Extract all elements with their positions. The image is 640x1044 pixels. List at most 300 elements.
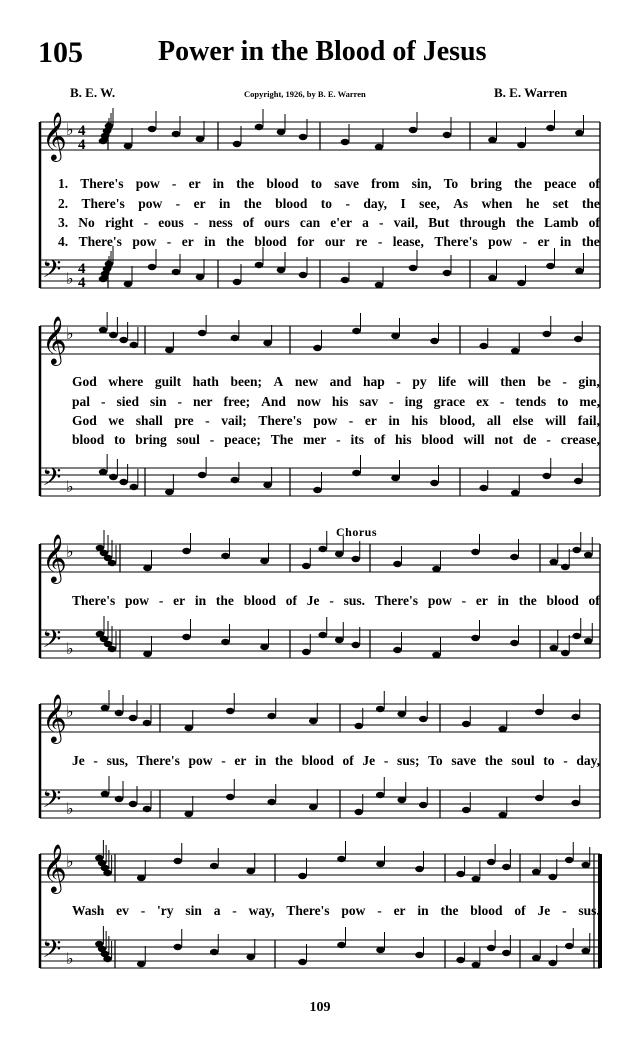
note-head-icon [352, 470, 361, 476]
lyric-syllable: day, [363, 196, 388, 211]
note-head-icon [182, 634, 191, 640]
verse-3-line-1 [40, 215, 600, 231]
lyric-syllable: pow [138, 196, 163, 211]
lyric-syllable: to [320, 196, 333, 211]
lyric-syllable: pow [135, 176, 160, 191]
note-head-icon [318, 632, 327, 638]
lyric-syllable: - [562, 903, 567, 918]
note-head-icon [109, 474, 118, 480]
note-head-icon [572, 633, 581, 639]
note-head-icon [103, 870, 112, 876]
note-head-icon [549, 559, 558, 565]
lyric-syllable: The [270, 432, 294, 447]
lyric-syllable: tends [515, 394, 547, 409]
lyric-syllable: There's [78, 234, 122, 249]
note-head-icon [511, 490, 520, 496]
note-head-icon [502, 950, 511, 956]
verse-4-line-1 [40, 234, 600, 250]
lyric-syllable: save [451, 753, 477, 768]
lyric-syllable: sin [185, 903, 202, 918]
lyric-syllable: - [221, 753, 226, 768]
lyric-syllable: hap [362, 374, 385, 389]
lyric-syllable: de [523, 432, 537, 447]
key-signature-flat-icon: ♭ [66, 949, 74, 968]
note-head-icon [409, 127, 418, 133]
lyric-syllable: the [514, 176, 532, 191]
lyric-syllable: blood [546, 593, 579, 608]
lyric-syllable: As [453, 196, 469, 211]
note-head-icon [517, 142, 526, 148]
note-head-icon [430, 338, 439, 344]
lyric-syllable: all [486, 413, 501, 428]
note-head-icon [565, 943, 574, 949]
lyric-syllable: - [348, 413, 354, 428]
note-head-icon [109, 332, 118, 338]
note-head-icon [99, 327, 108, 333]
lyric-syllable: in [194, 593, 207, 608]
note-head-icon [119, 479, 128, 485]
lyric-syllable: vail, [393, 215, 419, 230]
lyric-syllable: pow [427, 593, 452, 608]
lyric-syllable: 2. [58, 196, 69, 211]
lyric-syllable: er [364, 413, 377, 428]
note-head-icon [173, 944, 182, 950]
note-head-icon [581, 862, 590, 868]
note-head-icon [575, 130, 584, 136]
lyric-syllable: ours [264, 215, 290, 230]
lyric-syllable: in [204, 234, 216, 249]
copyright-notice: Copyright, 1926, by B. E. Warren [244, 89, 366, 99]
note-head-icon [103, 956, 112, 962]
bass-staff [40, 616, 600, 660]
lyric-syllable: right [104, 215, 134, 230]
lyric-syllable: blood [421, 432, 454, 447]
lyric-syllable: of [285, 593, 298, 608]
lyric-syllable: - [345, 196, 350, 211]
lyric-syllable: - [379, 215, 384, 230]
lyric-syllable: blood [72, 432, 105, 447]
note-head-icon [226, 794, 235, 800]
note-head-icon [119, 337, 128, 343]
lyric-syllable: bring [470, 176, 502, 191]
lyric-syllable: - [177, 394, 182, 409]
treble-clef-icon: 𝄞 [42, 843, 67, 892]
note-head-icon [309, 718, 318, 724]
note-head-icon [456, 871, 465, 877]
verse-2-line-1 [40, 196, 600, 212]
note-head-icon [354, 809, 363, 815]
lyric-syllable: pow [125, 593, 150, 608]
lyric-syllable: save [334, 176, 359, 191]
note-head-icon [221, 639, 230, 645]
note-head-icon [430, 480, 439, 486]
lyric-syllable: to [114, 432, 126, 447]
key-signature-flat-icon: ♭ [66, 702, 74, 721]
svg-text:4: 4 [78, 137, 86, 153]
lyric-syllable: - [209, 432, 215, 447]
lyric-syllable: the [581, 196, 600, 211]
lyric-syllable: - [93, 753, 98, 768]
note-head-icon [115, 710, 124, 716]
lyric-syllable: we [108, 413, 125, 428]
lyric-syllable: er [537, 234, 550, 249]
note-head-icon [277, 267, 286, 273]
lyric-syllable: to [543, 753, 555, 768]
lyric-syllable: of [588, 593, 600, 608]
lyric-syllable: blood, [439, 413, 476, 428]
lyric-syllable: of [514, 903, 526, 918]
lyric-syllable: he [525, 196, 540, 211]
note-head-icon [419, 802, 428, 808]
treble-clef-icon: 𝄞 [42, 111, 67, 160]
note-head-icon [313, 487, 322, 493]
note-head-icon [584, 552, 593, 558]
note-head-icon [443, 132, 452, 138]
time-signature-icon: 4 [78, 123, 86, 139]
lyric-syllable: for [297, 234, 315, 249]
note-head-icon [548, 960, 557, 966]
lyric-syllable: way, [248, 903, 275, 918]
lyric-syllable: else [512, 413, 534, 428]
lyric-syllable: where [108, 374, 144, 389]
lyric-syllable: sus. [578, 903, 600, 918]
lyric-syllable: - [461, 593, 467, 608]
note-head-icon [498, 726, 507, 732]
lyric-syllable: But [428, 215, 450, 230]
lyric-syllable: er [193, 196, 206, 211]
note-head-icon [376, 706, 385, 712]
key-signature-flat-icon: ♭ [66, 120, 74, 139]
page-number: 109 [309, 1000, 331, 1015]
note-head-icon [432, 566, 441, 572]
lyric-syllable: day, [576, 753, 600, 768]
lyric-syllable: vail; [221, 413, 247, 428]
note-head-icon [231, 477, 240, 483]
lyric-syllable: sus, [106, 753, 128, 768]
music-system-2 [40, 315, 600, 513]
note-head-icon [233, 279, 242, 285]
note-head-icon [517, 280, 526, 286]
lyric-syllable: Je [537, 903, 551, 918]
note-head-icon [571, 714, 580, 720]
verse-2-line-2 [40, 394, 600, 410]
note-head-icon [532, 955, 541, 961]
lyric-syllable: sus. [343, 593, 365, 608]
lyric-syllable: There's [286, 903, 330, 918]
lyric-syllable: a [362, 215, 369, 230]
lyric-syllable: blood [254, 234, 287, 249]
note-head-icon [108, 646, 117, 652]
lyric-syllable: sav [359, 394, 379, 409]
key-signature-flat-icon: ♭ [66, 799, 74, 818]
lyric-syllable: Je [306, 593, 320, 608]
note-head-icon [130, 342, 139, 348]
note-head-icon [129, 801, 138, 807]
lyric-syllable: - [175, 196, 181, 211]
lyric-syllable: in [417, 903, 429, 918]
note-head-icon [488, 137, 497, 143]
note-head-icon [391, 333, 400, 339]
note-head-icon [313, 345, 322, 351]
lyric-syllable: A [273, 374, 284, 389]
note-head-icon [99, 138, 108, 144]
lyric-syllable: lease, [392, 234, 424, 249]
note-head-icon [393, 561, 402, 567]
note-head-icon [565, 857, 574, 863]
note-head-icon [309, 804, 318, 810]
lyric-syllable: new [294, 374, 319, 389]
lyric-syllable: Lamb [544, 215, 579, 230]
lyric-syllable: I [400, 196, 406, 211]
lyric-syllable: - [329, 593, 334, 608]
lyric-syllable: - [522, 234, 528, 249]
key-signature-flat-icon: ♭ [66, 324, 74, 343]
bass-staff [40, 246, 600, 291]
note-head-icon [376, 861, 385, 867]
note-head-icon [137, 875, 146, 881]
lyric-syllable: There's [374, 593, 419, 608]
note-head-icon [124, 143, 133, 149]
note-head-icon [165, 347, 174, 353]
lyric-syllable: the [215, 593, 234, 608]
lyric-syllable: ing [404, 394, 423, 409]
note-head-icon [341, 277, 350, 283]
lyric-syllable: of [588, 176, 600, 191]
lyric-syllable: er [188, 176, 201, 191]
lyric-syllable: mer [303, 432, 327, 447]
lyric-syllable: There's [81, 196, 125, 211]
music-system-4 [40, 690, 600, 840]
note-head-icon [352, 328, 361, 334]
lyric-syllable: er [181, 234, 194, 249]
note-head-icon [137, 961, 146, 967]
note-head-icon [354, 723, 363, 729]
treble-clef-icon: 𝄞 [42, 315, 67, 364]
lyric-syllable: - [383, 753, 389, 768]
note-head-icon [397, 797, 406, 803]
lyric-syllable: soul [511, 753, 535, 768]
bass-clef-icon: 𝄢 [42, 785, 62, 820]
verse-1-line-1 [40, 176, 600, 192]
note-head-icon [561, 564, 570, 570]
hymn-number: 105 [38, 36, 83, 69]
treble-staff [40, 108, 600, 162]
treble-staff [40, 690, 600, 744]
note-head-icon [535, 709, 544, 715]
lyric-syllable: our [324, 234, 346, 249]
lyric-syllable: in [560, 234, 572, 249]
note-head-icon [574, 336, 583, 342]
note-head-icon [546, 125, 555, 131]
lyric-syllable: through [459, 215, 506, 230]
note-head-icon [472, 962, 481, 968]
lyric-syllable: - [166, 234, 172, 249]
note-head-icon [502, 864, 511, 870]
lyric-syllable: 4. [58, 234, 69, 249]
lyric-syllable: and [329, 374, 352, 389]
note-head-icon [510, 640, 519, 646]
note-head-icon [277, 129, 286, 135]
note-head-icon [443, 270, 452, 276]
note-head-icon [255, 262, 264, 268]
lyric-syllable: crease, [560, 432, 600, 447]
lyric-syllable: ev [116, 903, 129, 918]
lyric-syllable: e'er [330, 215, 352, 230]
bass-clef-icon: 𝄢 [42, 255, 62, 290]
note-head-icon [575, 268, 584, 274]
note-head-icon [415, 866, 424, 872]
lyric-syllable: ness [208, 215, 233, 230]
lyric-syllable: in [254, 753, 267, 768]
note-head-icon [432, 652, 441, 658]
lyric-syllable: - [389, 394, 394, 409]
note-head-icon [456, 957, 465, 963]
note-head-icon [511, 348, 520, 354]
note-head-icon [581, 948, 590, 954]
lyric-syllable: peace; [224, 432, 261, 447]
lyric-syllable: its [350, 432, 365, 447]
lyric-syllable: - [205, 413, 210, 428]
note-head-icon [302, 563, 311, 569]
lyric-syllable: To [428, 753, 443, 768]
note-head-icon [419, 716, 428, 722]
lyric-syllable: - [377, 234, 383, 249]
lyric-syllable: his [331, 394, 349, 409]
lyric-syllable: sin, [411, 176, 432, 191]
lyric-syllable: 3. [58, 215, 69, 230]
key-signature-flat-icon: ♭ [66, 477, 74, 496]
note-head-icon [172, 269, 181, 275]
lyric-syllable: - [193, 215, 199, 230]
words-credit: B. E. W. [70, 85, 116, 100]
note-head-icon [115, 796, 124, 802]
lyric-syllable: to [310, 176, 323, 191]
lyric-syllable: pow [313, 413, 338, 428]
note-head-icon [462, 807, 471, 813]
lyric-syllable: the [274, 753, 293, 768]
note-head-icon [532, 869, 541, 875]
lyric-syllable: - [562, 374, 567, 389]
lyric-syllable: No [78, 215, 95, 230]
lyric-syllable: er [173, 593, 186, 608]
lyric-syllable: er [393, 903, 406, 918]
lyric-syllable: - [101, 394, 106, 409]
note-head-icon [471, 635, 480, 641]
chorus-line-3 [40, 903, 600, 919]
lyric-syllable: the [518, 593, 537, 608]
lyric-syllable: the [484, 753, 503, 768]
lyric-syllable: free; [223, 394, 251, 409]
bass-clef-icon: 𝄢 [42, 935, 62, 970]
lyric-syllable: pow [488, 234, 513, 249]
lyric-syllable: not [494, 432, 514, 447]
note-head-icon [298, 873, 307, 879]
lyric-syllable: Wash [72, 903, 105, 918]
note-head-icon [233, 141, 242, 147]
note-head-icon [351, 556, 360, 562]
lyric-syllable: sin [149, 394, 167, 409]
note-head-icon [101, 705, 110, 711]
note-head-icon [143, 806, 152, 812]
lyric-syllable: his [411, 413, 428, 428]
lyric-syllable: the [581, 234, 600, 249]
lyric-syllable: when [481, 196, 513, 211]
note-head-icon [267, 799, 276, 805]
note-head-icon [462, 721, 471, 727]
bass-clef-icon: 𝄢 [42, 625, 62, 660]
lyric-syllable: peace [544, 176, 577, 191]
lyric-syllable: There's [80, 176, 124, 191]
lyric-syllable: - [140, 903, 146, 918]
note-head-icon [226, 708, 235, 714]
lyric-syllable: in [212, 176, 224, 191]
lyric-syllable: to [557, 394, 569, 409]
lyric-syllable: pre [174, 413, 194, 428]
lyric-syllable: fail, [577, 413, 600, 428]
lyric-syllable: py [412, 374, 427, 389]
lyric-syllable: in [497, 593, 509, 608]
lyric-syllable: be [537, 374, 551, 389]
lyric-syllable: pow [132, 234, 157, 249]
note-head-icon [375, 282, 384, 288]
lyric-syllable: pal [72, 394, 91, 409]
note-head-icon [196, 274, 205, 280]
note-head-icon [318, 546, 327, 552]
note-head-icon [479, 485, 488, 491]
note-head-icon [487, 859, 496, 865]
note-head-icon [376, 792, 385, 798]
key-signature-flat-icon: ♭ [66, 639, 74, 658]
note-head-icon [337, 942, 346, 948]
note-head-icon [571, 800, 580, 806]
treble-clef-icon: 𝄞 [42, 693, 67, 742]
lyric-syllable: There's [258, 413, 302, 428]
note-head-icon [299, 134, 308, 140]
lyric-syllable: pow [188, 753, 213, 768]
note-head-icon [546, 263, 555, 269]
lyric-syllable: - [143, 215, 149, 230]
lyric-syllable: There's [434, 234, 478, 249]
lyric-syllable: in [388, 413, 400, 428]
note-head-icon [198, 330, 207, 336]
lyric-syllable: God [72, 413, 97, 428]
lyric-syllable: can [299, 215, 321, 230]
treble-clef-icon: 𝄞 [42, 533, 67, 582]
lyric-syllable: will [467, 374, 489, 389]
treble-staff [40, 530, 600, 584]
lyric-syllable: gin, [578, 374, 600, 389]
lyric-syllable: er [234, 753, 247, 768]
note-head-icon [542, 473, 551, 479]
music-system-3 [40, 530, 600, 680]
music-credit: B. E. Warren [494, 85, 568, 100]
music-system-5 [40, 840, 600, 990]
lyric-syllable: er [475, 593, 488, 608]
lyric-syllable: bring [135, 432, 167, 447]
key-signature-flat-icon: ♭ [66, 269, 74, 288]
note-head-icon [335, 551, 344, 557]
note-head-icon [143, 720, 152, 726]
lyric-syllable: in [218, 196, 231, 211]
verse-4-line-2 [40, 432, 600, 448]
verse-1-line-2 [40, 374, 600, 390]
note-head-icon [351, 642, 360, 648]
music-system-1 [40, 108, 600, 298]
note-head-icon [99, 276, 108, 282]
lyric-syllable: blood [301, 753, 334, 768]
note-head-icon [341, 139, 350, 145]
note-head-icon [375, 144, 384, 150]
